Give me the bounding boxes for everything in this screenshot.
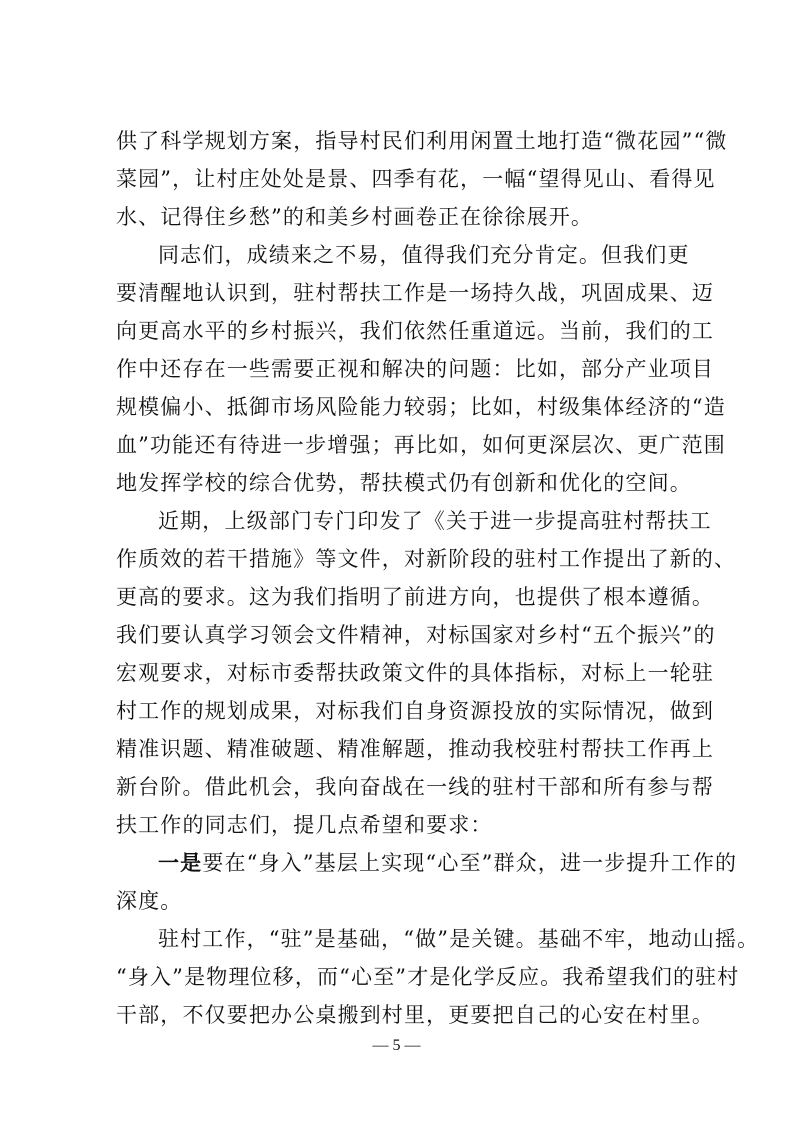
text-line: 水、记得住乡愁”的和美乡村画卷正在徐徐展开。 (116, 205, 594, 229)
text-line: 作质效的若干措施》等文件，对新阶段的驻村工作提出了新的、 (116, 547, 737, 571)
text-line: 干部，不仅要把办公桌搬到村里，更要把自己的心安在村里。 (116, 1003, 715, 1027)
text-line: 村工作的规划成果，对标我们自身资源投放的实际情况，做到 (116, 699, 715, 723)
text-line: 向更高水平的乡村振兴，我们依然任重道远。当前，我们的工 (116, 319, 715, 343)
paragraph-first-line: 驻村工作，“驻”是基础，“做”是关键。基础不牢，地动山摇。 (158, 927, 760, 951)
text-line: 供了科学规划方案，指导村民们利用闲置土地打造“微花园”“微 (116, 129, 728, 153)
text-line: 作中还存在一些需要正视和解决的问题：比如，部分产业项目 (116, 357, 715, 381)
emphasis-text: 一是 (158, 850, 203, 875)
text-line: 宏观要求，对标市委帮扶政策文件的具体指标，对标上一轮驻 (116, 661, 715, 685)
heading-line (158, 847, 738, 879)
paragraph-first-line: 同志们，成绩来之不易，值得我们充分肯定。但我们更 (158, 243, 690, 267)
text-line: 精准识题、精准破题、精准解题，推动我校驻村帮扶工作再上 (116, 737, 715, 761)
text-line: 菜园”，让村庄处处是景、四季有花，一幅“望得见山、看得见 (116, 167, 716, 191)
heading-text: 要在“身入”基层上实现“心至”群众，进一步提升工作的 (202, 851, 738, 875)
text-line: 新台阶。借此机会，我向奋战在一线的驻村干部和所有参与帮 (116, 775, 715, 799)
text-line: 地发挥学校的综合优势，帮扶模式仍有创新和优化的空间。 (116, 471, 692, 495)
text-line: 要清醒地认识到，驻村帮扶工作是一场持久战，巩固成果、迈 (116, 281, 715, 305)
text-line: 扶工作的同志们，提几点希望和要求： (116, 813, 493, 837)
text-line: 血”功能还有待进一步增强；再比如，如何更深层次、更广范围 (116, 433, 726, 457)
text-line: 更高的要求。这为我们指明了前进方向，也提供了根本遵循。 (116, 585, 715, 609)
text-line: 我们要认真学习领会文件精神，对标国家对乡村“五个振兴”的 (116, 623, 716, 647)
page-number: — 5 — (372, 1037, 421, 1054)
text-line: 深度。 (116, 889, 183, 913)
text-line: 规模偏小、抵御市场风险能力较弱；比如，村级集体经济的“造 (116, 395, 726, 419)
paragraph-first-line: 近期，上级部门专门印发了《关于进一步提高驻村帮扶工 (158, 509, 712, 533)
text-line: “身入”是物理位移，而“心至”才是化学反应。我希望我们的驻村 (116, 965, 740, 989)
